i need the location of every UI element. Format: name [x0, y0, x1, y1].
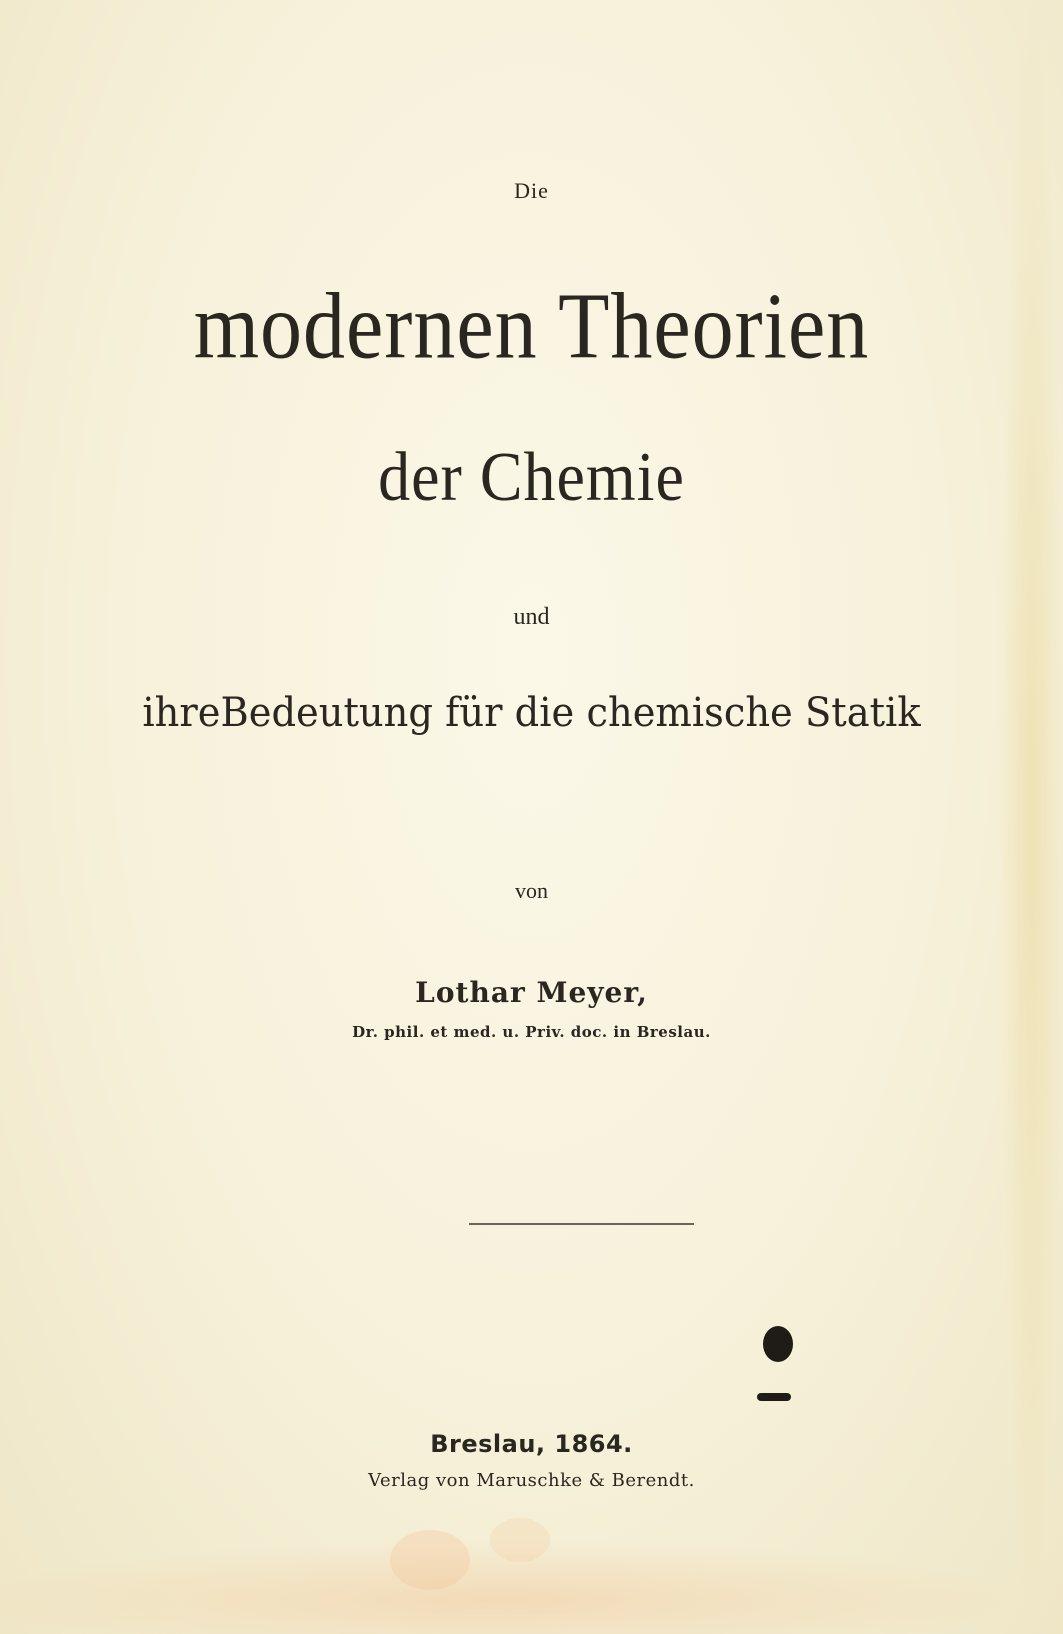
subtitle: ihreBedeutung für die chemische Statik [142, 690, 921, 736]
author-name: Lothar Meyer, [415, 976, 648, 1009]
author-credentials: Dr. phil. et med. u. Priv. doc. in Breslau. [352, 1023, 711, 1041]
ink-spot [763, 1326, 793, 1362]
by-line: von [515, 878, 548, 903]
imprint-publisher: Verlag von Maruschke & Berendt. [368, 1470, 695, 1491]
title-conjunction: und [513, 604, 550, 630]
ink-mark [757, 1393, 791, 1401]
title-article: Die [514, 178, 549, 203]
title-line-2: der Chemie [378, 437, 685, 516]
imprint-place-year: Breslau, 1864. [430, 1430, 633, 1458]
title-line-1: modernen Theorien [193, 274, 870, 379]
divider-rule [469, 1223, 694, 1225]
